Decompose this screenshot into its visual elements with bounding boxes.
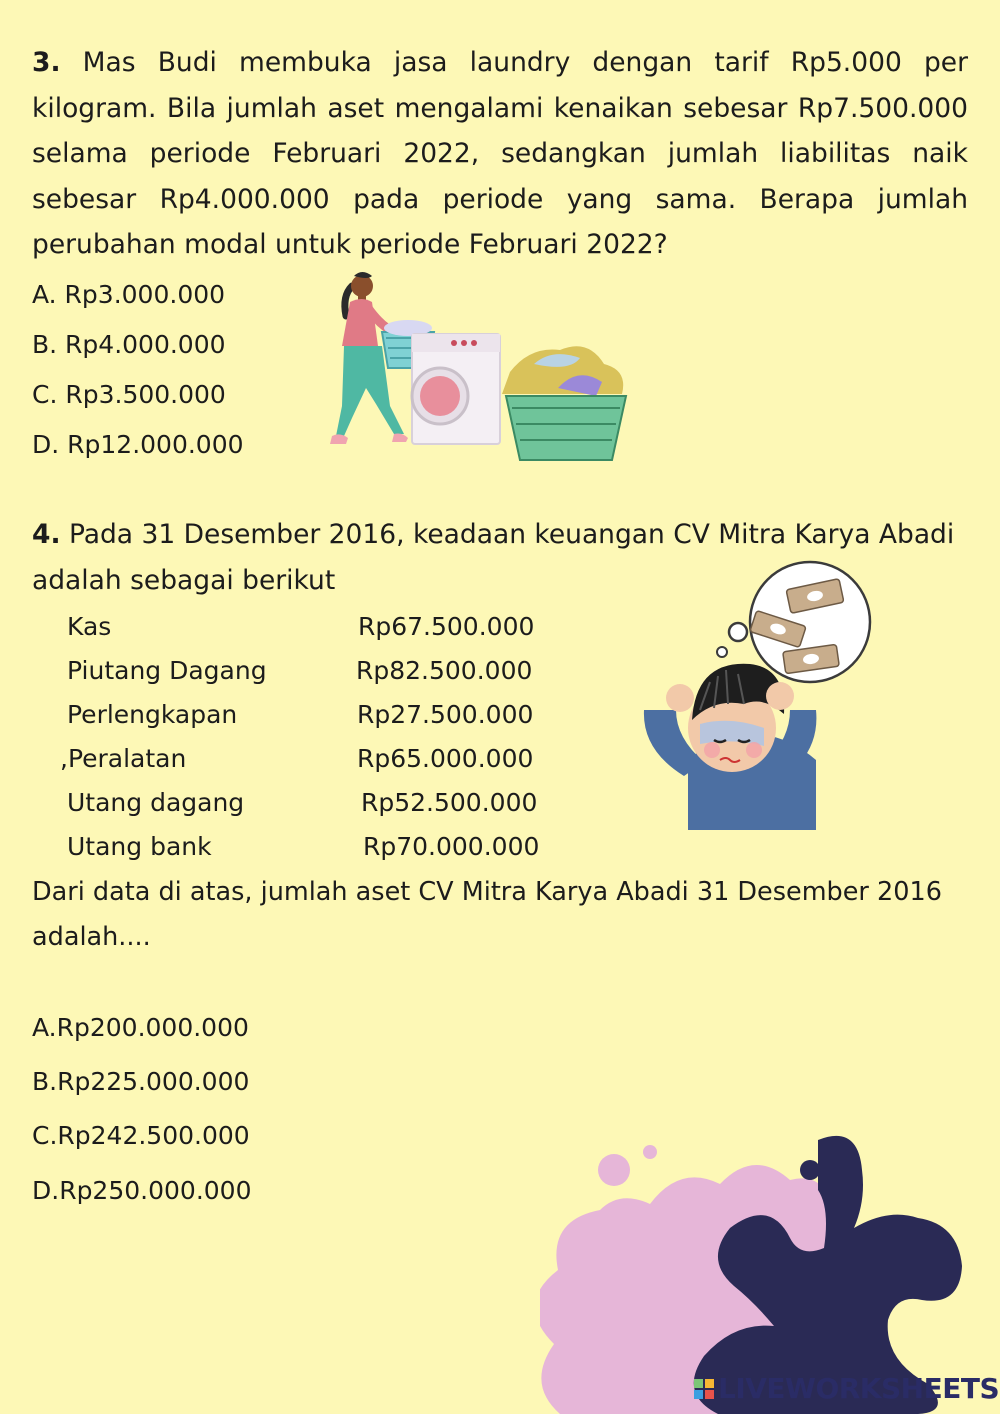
item-label-utang-bank: Utang bank [67,832,212,861]
q4-option-d[interactable]: D.Rp250.000.000 [32,1176,252,1205]
liveworksheets-logo-icon [694,1379,714,1399]
worried-man-illustration [640,560,880,835]
liveworksheets-brand [694,1372,999,1405]
item-value-piutang-dagang: Rp82.500.000 [356,656,533,685]
q3-option-a[interactable]: A. Rp3.000.000 [32,280,226,309]
worried-man [644,664,817,830]
item-label-peralatan: ,Peralatan [60,744,187,773]
question-4-prompt: Dari data di atas, jumlah aset CV Mitra Karya Abadi 31 Desember 2016 adalah.... [32,877,942,952]
question-4-intro-text: Pada 31 Desember 2016, keadaan keuangan CV Mitra Karya Abadi adalah sebagai berikut [32,519,955,596]
q4-option-b[interactable]: B.Rp225.000.000 [32,1067,250,1096]
item-value-utang-bank: Rp70.000.000 [363,832,540,861]
q3-option-b[interactable]: B. Rp4.000.000 [32,330,226,359]
q4-option-c[interactable]: C.Rp242.500.000 [32,1121,250,1150]
question-3-text [32,40,968,268]
q4-option-a[interactable]: A.Rp200.000.000 [32,1013,249,1042]
item-label-piutang-dagang: Piutang Dagang [67,656,267,685]
item-value-kas: Rp67.500.000 [358,612,535,641]
item-label-perlengkapan: Perlengkapan [67,700,238,729]
item-value-peralatan: Rp65.000.000 [357,744,534,773]
q3-option-c[interactable]: C. Rp3.500.000 [32,380,226,409]
item-label-utang-dagang: Utang dagang [67,788,245,817]
item-label-kas: Kas [67,612,112,641]
item-value-perlengkapan: Rp27.500.000 [357,700,534,729]
item-value-utang-dagang: Rp52.500.000 [361,788,538,817]
brand-name: LIVEWORKSHEETS [718,1372,1000,1405]
question-3-body: Mas Budi membuka jasa laundry dengan tarif Rp5.000 per kilogram. Bila jumlah aset mengalami kenaikan sebesar Rp7.500.000 selama periode Februari 2022, sedangkan jumlah liabilitas naik sebesar Rp4.000.000 pada periode yang sama. Berapa jumlah perubahan modal untuk periode Februari 2022? [32,47,968,260]
laundry-illustration [320,268,640,468]
question-3-number: 3. [32,47,61,78]
washing-machine [412,334,500,444]
q3-option-d[interactable]: D. Rp12.000.000 [32,430,244,459]
clothes-basket [502,346,626,460]
question-4-number: 4. [32,519,61,550]
